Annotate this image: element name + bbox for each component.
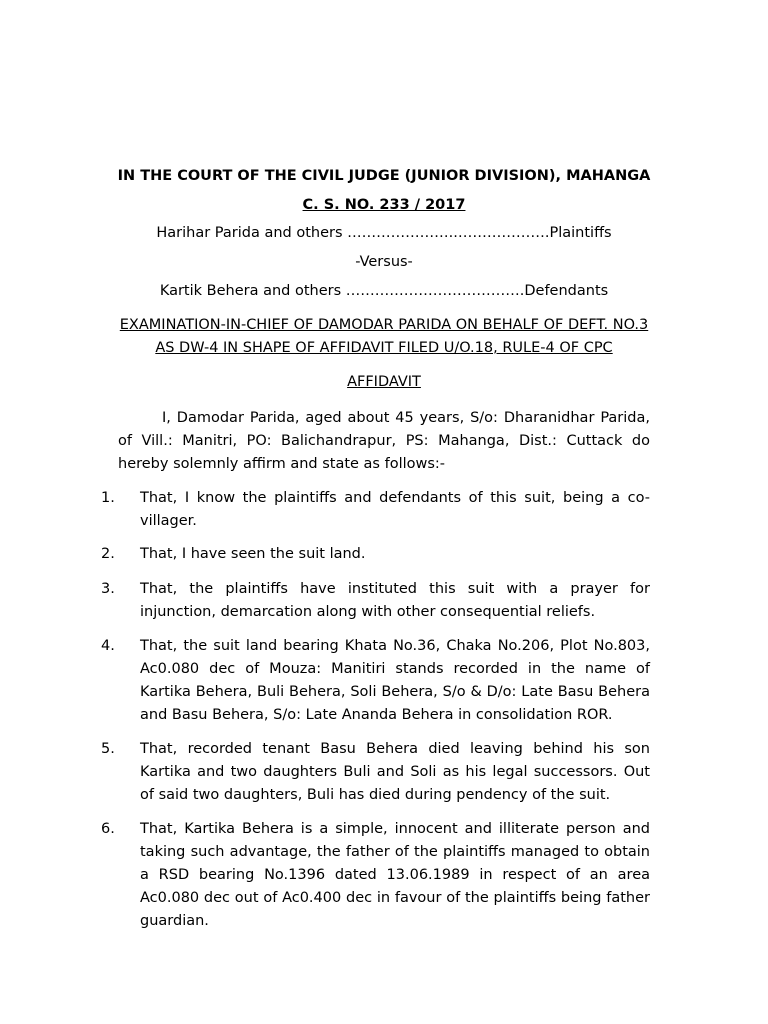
versus-line: -Versus- (355, 254, 413, 270)
case-number: C. S. NO. 233 / 2017 (302, 197, 466, 213)
affidavit-heading: AFFIDAVIT (347, 374, 421, 390)
plaintiff-line: Harihar Parida and others …………………..……………….Plaintiffs (156, 225, 612, 241)
paragraph-number: 4. (101, 638, 115, 654)
paragraph-text: That, I have seen the suit land. (140, 546, 366, 562)
defendant-line: Kartik Behera and others ……………………………….Defendants (159, 283, 609, 299)
paragraph-number: 1. (101, 490, 115, 506)
paragraph-text: That, the plaintiffs have instituted this suit with a prayer for injunction, demarcation along with other consequential reliefs. (140, 581, 650, 620)
paragraph-text: That, Kartika Behera is a simple, innocent and illiterate person and taking such advantage, the father of the plaintiffs managed to obtain a RSD bearing No.1396 dated 13.06.1989 in respect of an area Ac0.080 dec out of Ac0.400 dec in favour of the plaintiffs being father guardian. (140, 821, 650, 929)
court-heading: IN THE COURT OF THE CIVIL JUDGE (JUNIOR DIVISION), MAHANGA (117, 168, 651, 184)
examination-title-line-2: AS DW-4 IN SHAPE OF AFFIDAVIT FILED U/O.18, RULE-4 OF CPC (155, 340, 613, 356)
paragraph-number: 6. (101, 821, 115, 837)
paragraph-number: 2. (101, 546, 115, 562)
paragraph-text: That, the suit land bearing Khata No.36, Chaka No.206, Plot No.803, Ac0.080 dec of Mouza: Manitiri stands recorded in the name of Kartika Behera, Buli Behera, Soli Behera, S/o & D/o: Late Basu Behera and Basu Behera, S/o: Late Ananda Behera in consolidation ROR. (140, 638, 650, 723)
intro-paragraph: I, Damodar Parida, aged about 45 years, S/o: Dharanidhar Parida, of Vill.: Manitri, PO: Balichandrapur, PS: Mahanga, Dist.: Cuttack do hereby solemnly affirm and state as follows:- (118, 410, 650, 472)
paragraph-number: 3. (101, 581, 115, 597)
paragraph-number: 5. (101, 741, 115, 757)
paragraph-text: That, I know the plaintiffs and defendants of this suit, being a co-villager. (140, 490, 650, 529)
examination-title-line-1: EXAMINATION-IN-CHIEF OF DAMODAR PARIDA ON BEHALF OF DEFT. NO.3 (119, 317, 649, 333)
paragraph-text: That, recorded tenant Basu Behera died leaving behind his son Kartika and two daughters Buli and Soli as his legal successors. Out of said two daughters, Buli has died during pendency of the suit. (140, 741, 650, 803)
